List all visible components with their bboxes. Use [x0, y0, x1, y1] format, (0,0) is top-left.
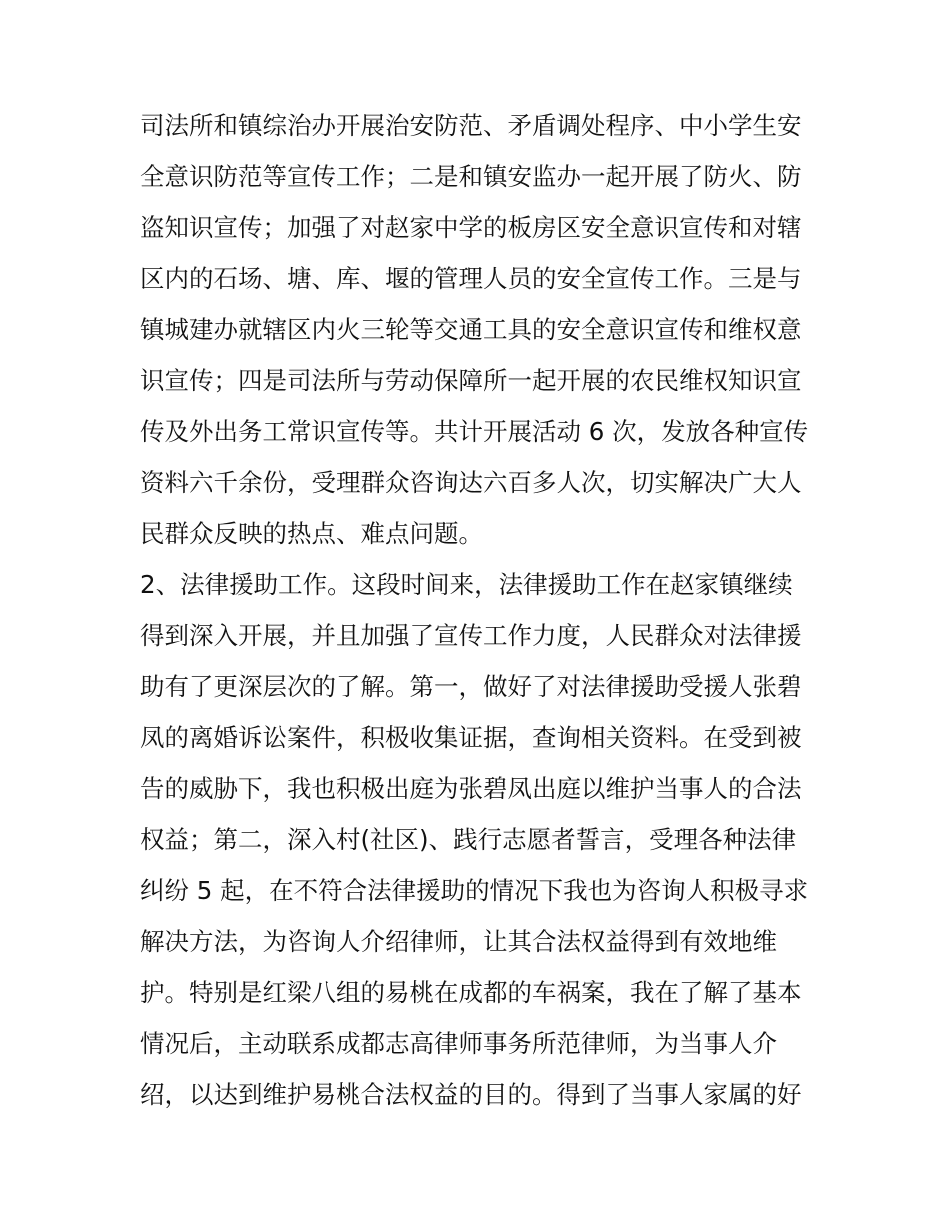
text-line: 得到深入开展，并且加强了宣传工作力度，人民群众对法律援: [140, 621, 802, 650]
text-line: 情况后，主动联系成都志高律师事务所范律师，为当事人介: [140, 1029, 777, 1058]
text-line: 纠纷 5 起，在不符合法律援助的情况下我也为咨询人积极寻求: [140, 876, 809, 905]
text-line: 民群众反映的热点、难点问题。: [140, 519, 483, 548]
text-line: 区内的石场、塘、库、堰的管理人员的安全宣传工作。三是与: [140, 264, 802, 293]
text-line: 镇城建办就辖区内火三轮等交通工具的安全意识宣传和维权意: [140, 315, 802, 344]
text-line: 2、法律援助工作。这段时间来，法律援助工作在赵家镇继续: [140, 570, 793, 599]
text-line: 盗知识宣传；加强了对赵家中学的板房区安全意识宣传和对辖: [140, 213, 802, 242]
text-line: 凤的离婚诉讼案件，积极收集证据，查询相关资料。在受到被: [140, 723, 802, 752]
text-line: 助有了更深层次的了解。第一，做好了对法律援助受援人张碧: [140, 672, 802, 701]
text-line: 绍，以达到维护易桃合法权益的目的。得到了当事人家属的好: [140, 1080, 802, 1109]
text-line: 全意识防范等宣传工作；二是和镇安监办一起开展了防火、防: [140, 162, 802, 191]
text-line: 司法所和镇综治办开展治安防范、矛盾调处程序、中小学生安: [140, 111, 802, 140]
text-line: 识宣传；四是司法所与劳动保障所一起开展的农民维权知识宣: [140, 366, 802, 395]
text-line: 解决方法，为咨询人介绍律师，让其合法权益得到有效地维: [140, 927, 777, 956]
text-line: 资料六千余份，受理群众咨询达六百多人次，切实解决广大人: [140, 468, 802, 497]
text-line: 传及外出务工常识宣传等。共计开展活动 6 次，发放各种宣传: [140, 417, 809, 446]
text-line: 告的威胁下，我也积极出庭为张碧凤出庭以维护当事人的合法: [140, 774, 802, 803]
text-line: 权益；第二，深入村(社区)、践行志愿者誓言，受理各种法律: [140, 825, 797, 854]
text-line: 护。特别是红梁八组的易桃在成都的车祸案，我在了解了基本: [140, 978, 802, 1007]
